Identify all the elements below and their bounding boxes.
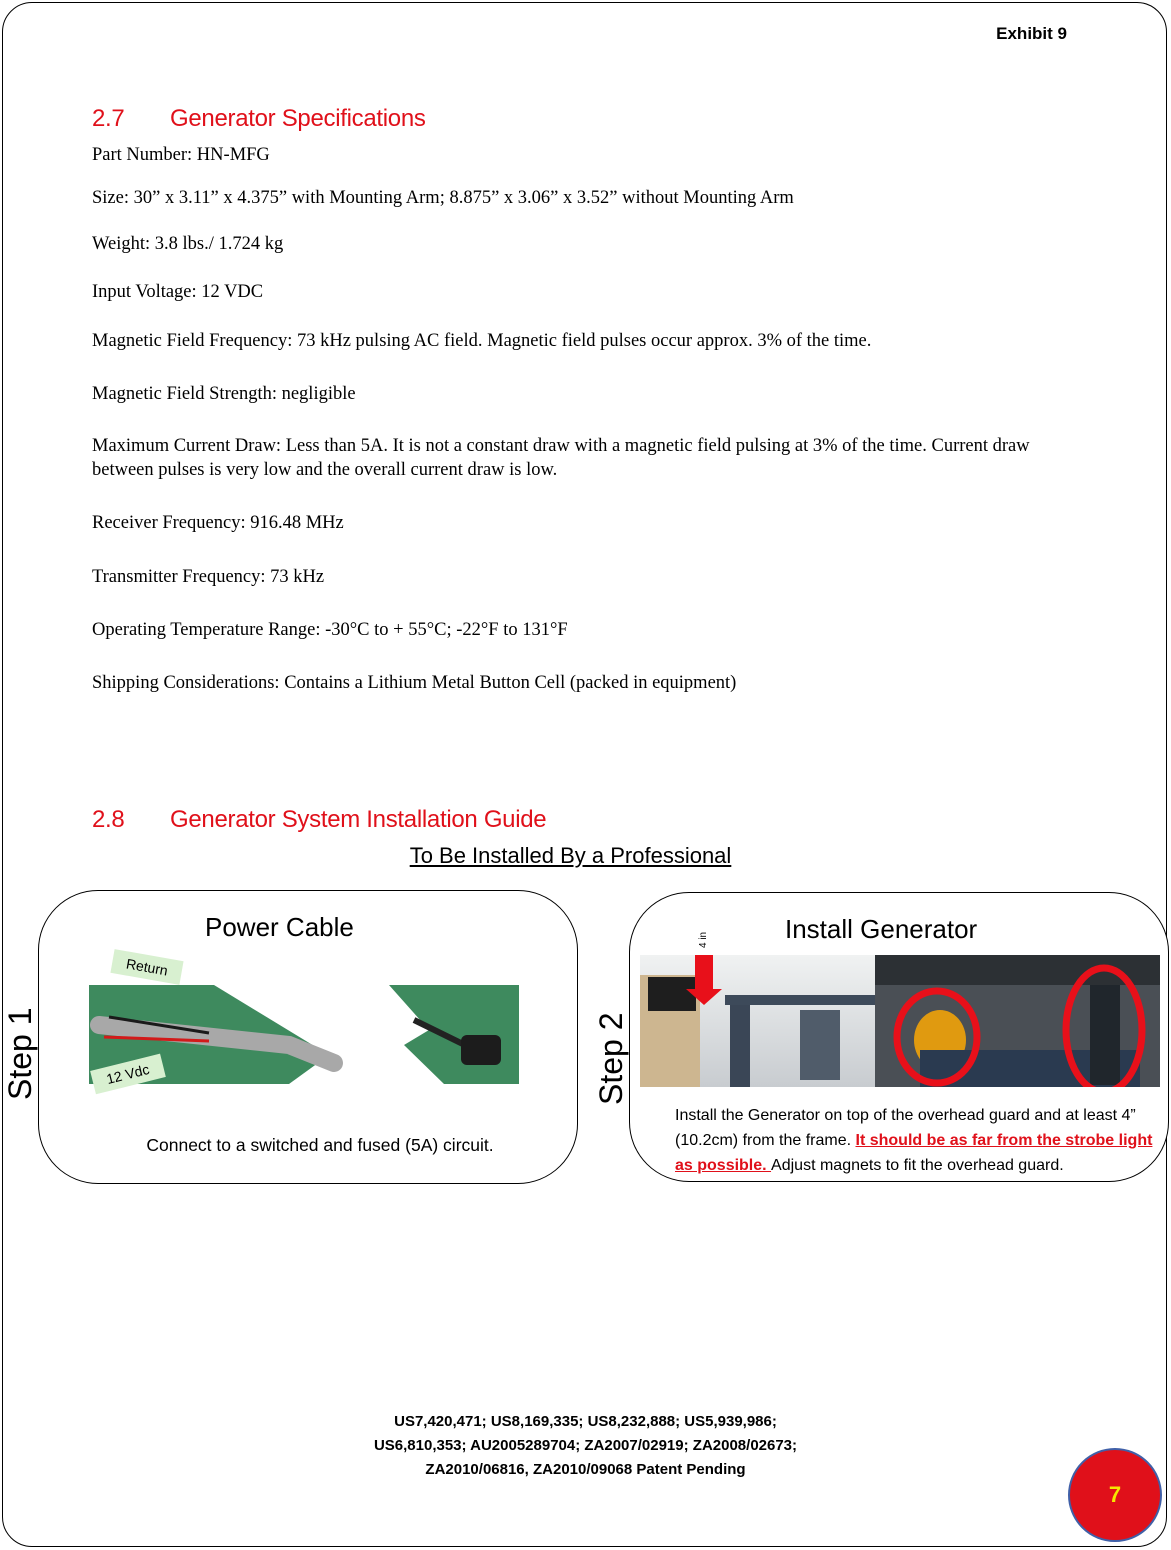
patent-footer: US7,420,471; US8,169,335; US8,232,888; US5,939,986; US6,810,353; AU2005289704; ZA2007/02919; ZA2008/02673; ZA2010/06816, ZA2010/09068 Patent Pending: [373, 1413, 798, 1478]
step2-caption: Install the Generator on top of the overhead guard and at least 4” (10.2cm) from the frame. It should be as far from the strobe light as possible. Adjust magnets to fit the overhead guard.: [675, 1107, 1153, 1174]
section-number: 2.8: [92, 806, 125, 833]
step2-title: Install Generator: [785, 914, 978, 944]
section-title: Generator Specifications: [170, 105, 426, 132]
spec-weight: Weight: 3.8 lbs./ 1.724 kg: [92, 234, 284, 254]
page-number-badge: 7: [1068, 1448, 1162, 1542]
step1-label: Step 1: [2, 1007, 38, 1100]
exhibit-label: Exhibit 9: [996, 24, 1067, 43]
strobe-warning: It should be as far from the strobe light as possible.: [675, 1132, 1153, 1174]
spec-operating-temperature: Operating Temperature Range: -30°C to + 55°C; -22°F to 131°F: [92, 620, 568, 640]
tag-12vdc: 12 Vdc: [90, 1054, 165, 1095]
section-title: Generator System Installation Guide: [170, 806, 547, 833]
spec-magnetic-frequency: Magnetic Field Frequency: 73 kHz pulsing AC field. Magnetic field pulses occur approx. 3% of the time.: [92, 331, 872, 351]
section-heading-install: [92, 806, 546, 834]
spec-size: Size: 30” x 3.11” x 4.375” with Mounting Arm; 8.875” x 3.06” x 3.52” without Mounting Arm: [92, 188, 794, 208]
tag-return: Return: [110, 949, 183, 985]
generator-install-photo: [640, 955, 1160, 1087]
arrow-label-4in: 4 in: [698, 931, 709, 948]
spec-part-number: Part Number: HN-MFG: [92, 145, 270, 165]
section-number: 2.7: [92, 105, 125, 132]
step1-caption: Connect to a switched and fused (5A) circuit.: [146, 1135, 494, 1155]
install-subtitle: To Be Installed By a Professional: [409, 843, 732, 868]
spec-transmitter-frequency: Transmitter Frequency: 73 kHz: [92, 567, 325, 587]
spec-shipping: Shipping Considerations: Contains a Lithium Metal Button Cell (packed in equipment): [92, 673, 737, 693]
spec-input-voltage: Input Voltage: 12 VDC: [92, 282, 264, 302]
spec-current-draw: Maximum Current Draw: Less than 5A. It is not a constant draw with a magnetic field pulsing at 3% of the time. Current draw between pulses is very low and the overall current draw is low.: [92, 436, 1030, 480]
spec-receiver-frequency: Receiver Frequency: 916.48 MHz: [92, 513, 344, 533]
step2-label: Step 2: [593, 1012, 629, 1105]
section-heading-specs: [92, 105, 426, 133]
spec-magnetic-strength: Magnetic Field Strength: negligible: [92, 384, 356, 404]
step1-title: Power Cable: [205, 912, 354, 942]
